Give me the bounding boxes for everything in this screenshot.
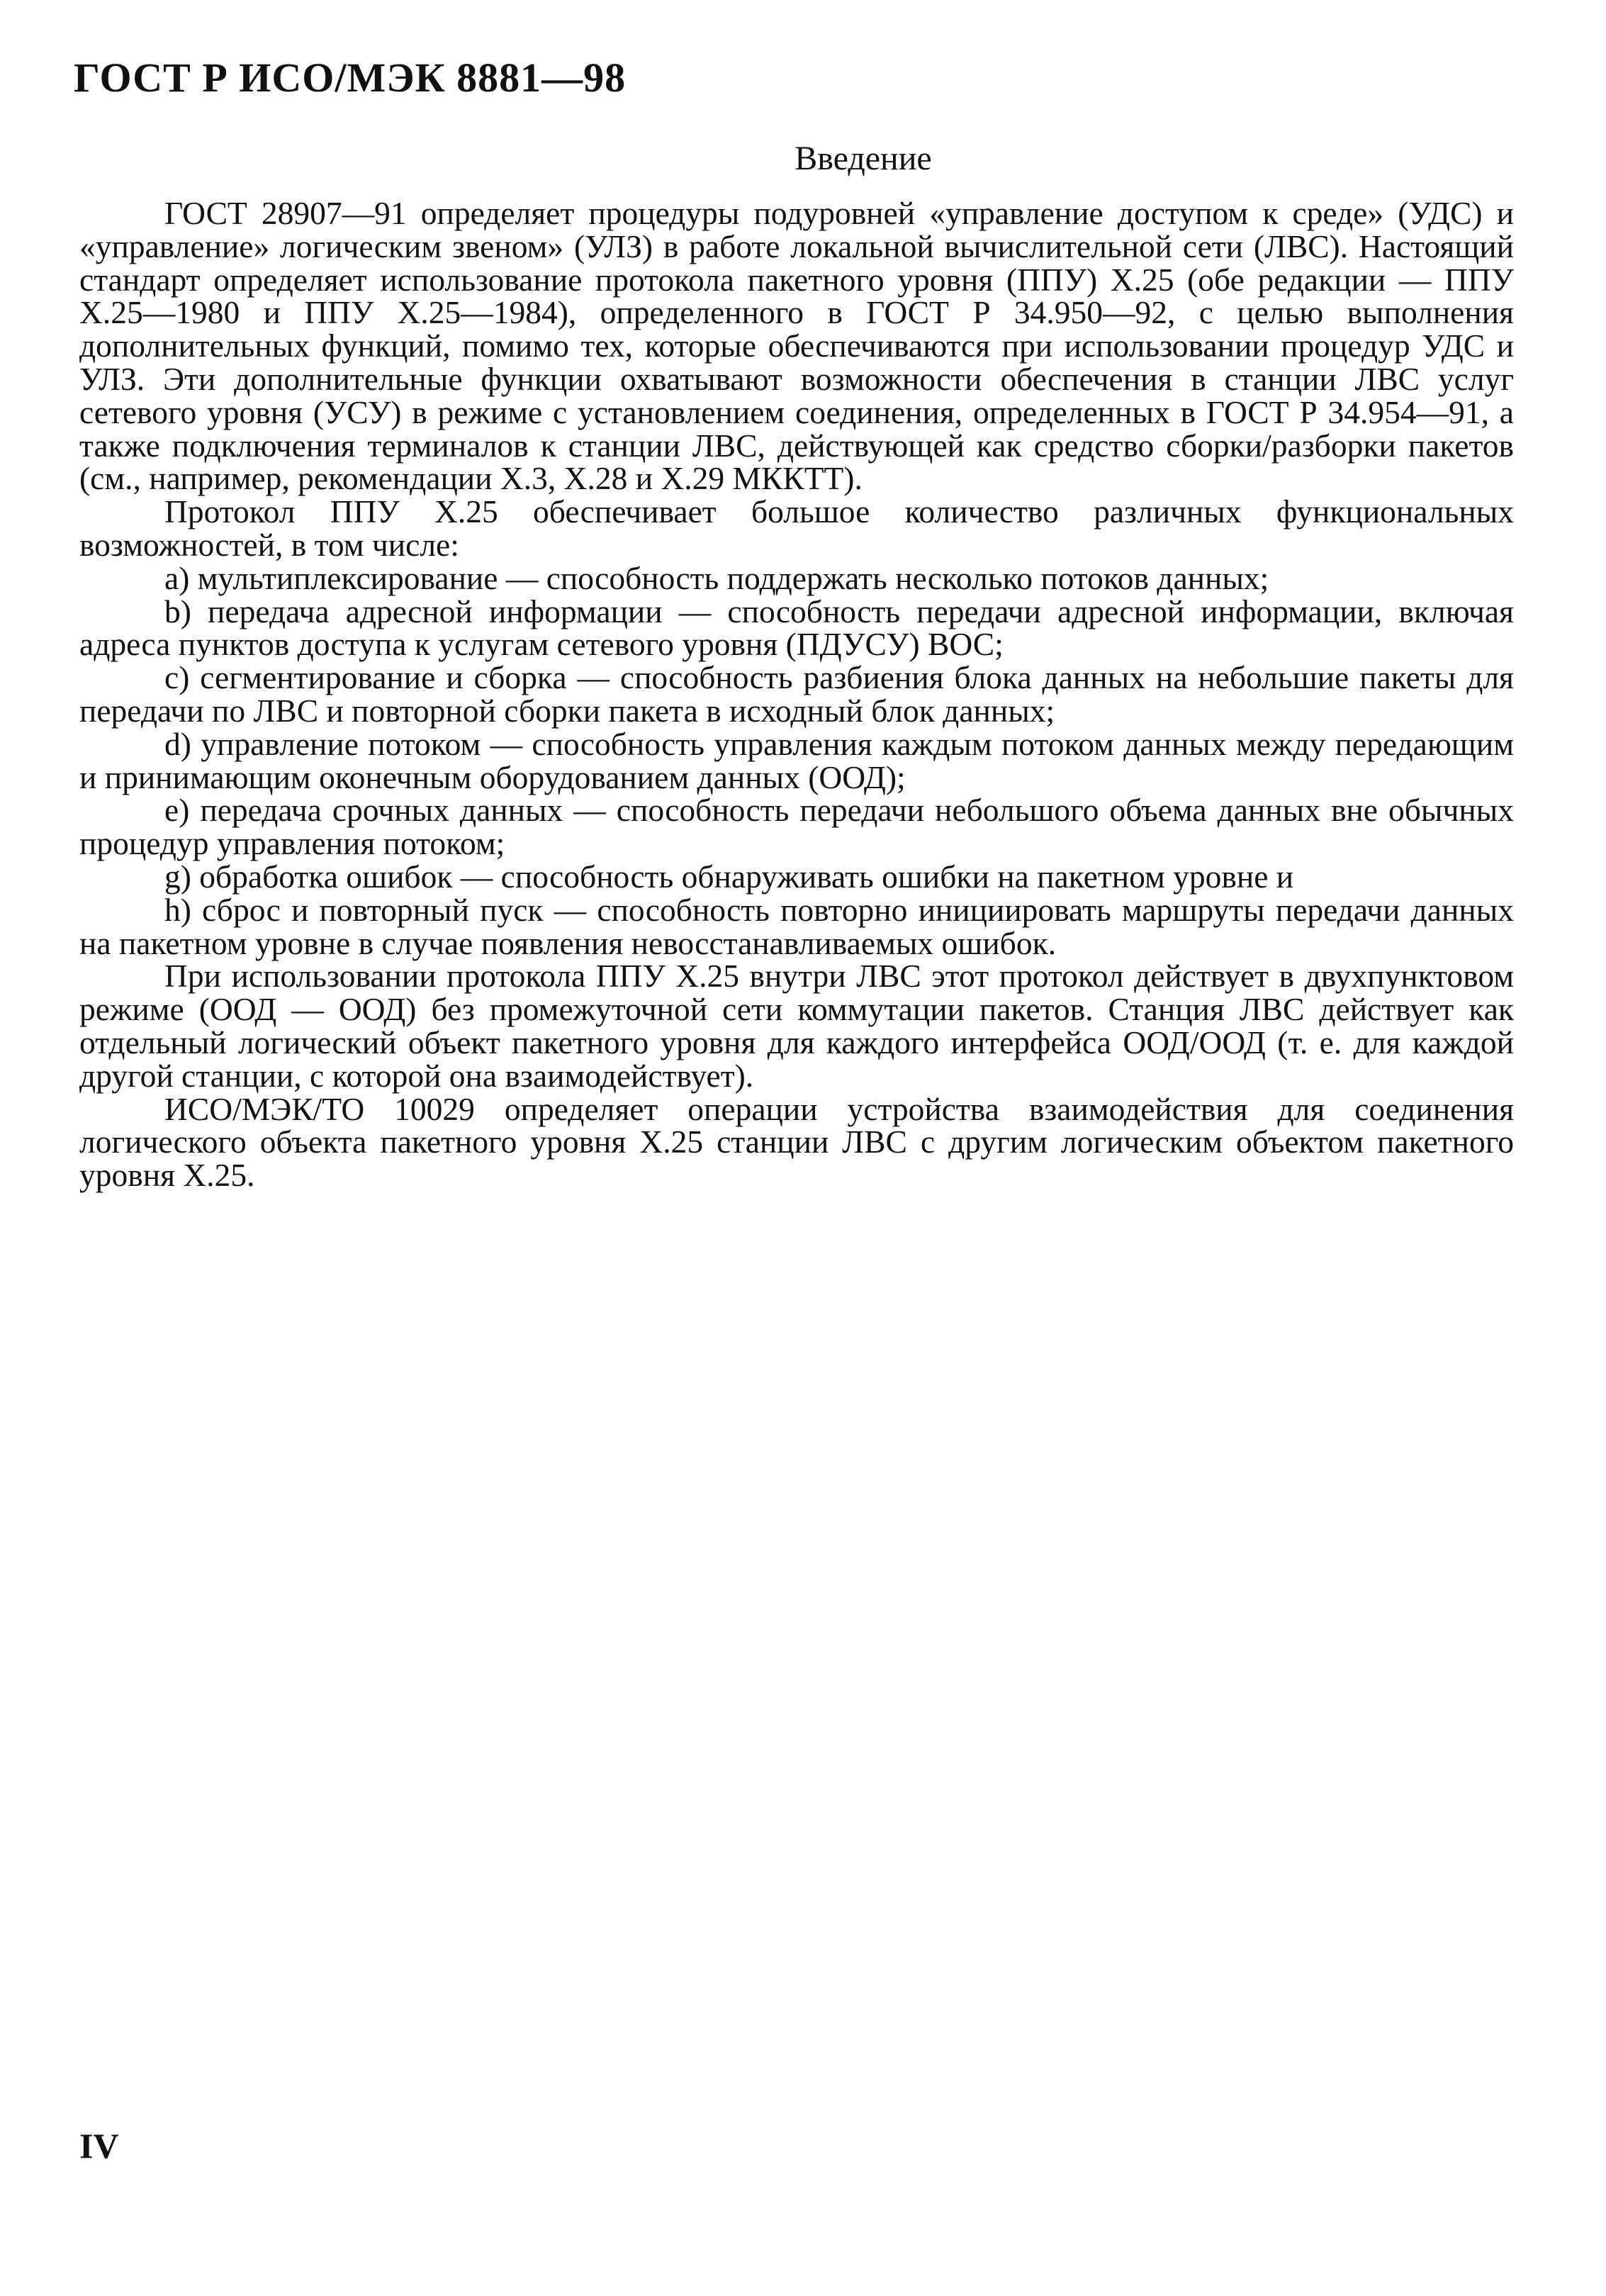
list-item-expedited-data: e) передача срочных данных — способность передачи небольшого объема данных вне обычных процедур управления потоком; [79, 792, 1514, 862]
document-code-header: ГОСТ Р ИСО/МЭК 8881—98 [74, 55, 627, 101]
paragraph-iso-reference: ИСО/МЭК/ТО 10029 определяет операции устройства взаимодействия для соединения логического объекта пакетного уровня X.25 станции ЛВС с другим логическим объектом пакетного уровня X.25. [79, 1090, 1514, 1194]
paragraph-intro: ГОСТ 28907—91 определяет процедуры подуровней «управление доступом к среде» (УДС) и «управление» логическим звеном» (УЛЗ) в работе локальной вычислительной сети (ЛВС). Настоящий стандарт определяет использование протокола пакетного уровня (ППУ) X.25 (обе редакции — ППУ X.25—1980 и ППУ X.25—1984), определенного в ГОСТ Р 34.950—92, с целью выполнения дополнительных функций, помимо тех, которые обеспечиваются при использовании процедур УДС и УЛЗ. Эти дополнительные функции охватывают возможности обеспечения в станции ЛВС услуг сетевого уровня (УСУ) в режиме с установлением соединения, определенных в ГОСТ Р 34.954—91, а также подключения терминалов к станции ЛВС, действующей как средство сборки/разборки пакетов (см., например, рекомендации X.3, X.28 и X.29 МККТТ). [79, 195, 1514, 497]
page-number: IV [79, 2126, 119, 2166]
list-item-addressing: b) передача адресной информации — способность передачи адресной информации, включая адреса пунктов доступа к услугам сетевого уровня (ПДУСУ) ВОС; [79, 593, 1514, 663]
list-item-flow-control: d) управление потоком — способность управления каждым потоком данных между передающим и принимающим оконечным оборудованием данных (ООД); [79, 725, 1514, 795]
paragraph-dte-mode: При использовании протокола ППУ X.25 внутри ЛВС этот протокол действует в двухпунктовом режиме (ООД — ООД) без промежуточной сети коммутации пакетов. Станция ЛВС действует как отдельный логический объект пакетного уровня для каждого интерфейса ООД/ООД (т. е. для каждой другой станции, с которой она взаимодействует). [79, 958, 1514, 1094]
section-title: Введение [794, 140, 932, 177]
list-item-reset-restart: h) сброс и повторный пуск — способность повторно инициировать маршруты передачи данных на пакетном уровне в случае появления невосстанавливаемых ошибок. [79, 891, 1514, 961]
list-item-segmentation: c) сегментирование и сборка — способность разбиения блока данных на небольшие пакеты для передачи по ЛВС и повторной сборки пакета в исходный блок данных; [79, 659, 1514, 729]
body-text [79, 197, 1514, 1192]
list-item-multiplexing: а) мультиплексирование — способность поддержать несколько потоков данных; [164, 559, 1269, 596]
list-item-error-handling: g) обработка ошибок — способность обнаруживать ошибки на пакетном уровне и [164, 858, 1294, 895]
paragraph-features-lead: Протокол ППУ X.25 обеспечивает большое количество различных функциональных возможностей, в том числе: [79, 493, 1514, 563]
